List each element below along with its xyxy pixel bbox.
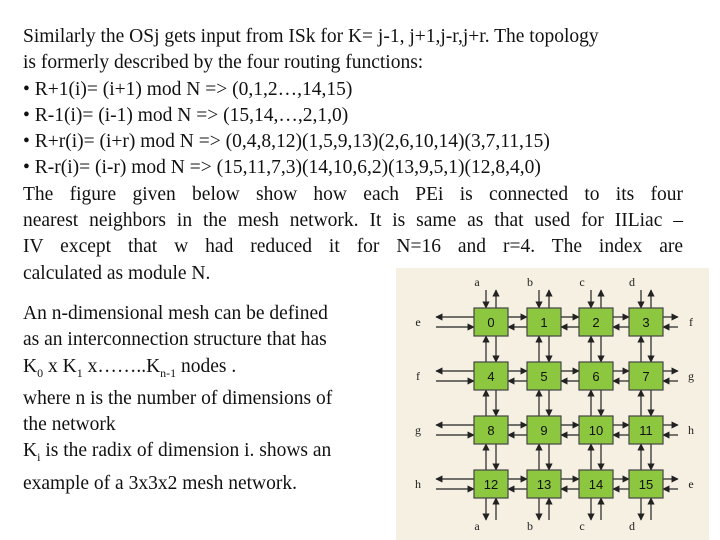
- mesh-line-7: example of a 3x3x2 mesh network.: [23, 472, 298, 494]
- right-edge-label: g: [688, 369, 694, 383]
- radix-text: is the radix of dimension i. shows an: [40, 440, 332, 462]
- subscript-i: i: [37, 450, 41, 465]
- mesh-network-figure: [396, 268, 709, 540]
- intro-line-1: Similarly the OSj gets input from ISk for K= j-1, j+1,j-r,j+r. The topology: [23, 26, 599, 47]
- mesh-line-1: An n-dimensional mesh can be defined: [23, 303, 328, 324]
- k-symbol: K: [23, 355, 38, 377]
- top-edge-label: c: [579, 275, 585, 289]
- right-edge-label: f: [689, 315, 693, 329]
- routing-function-1: • R+1(i)= (i+1) mod N => (0,1,2…,14,15): [23, 78, 353, 100]
- mesh-node-label: 11: [639, 423, 653, 438]
- times-kn: x……..K: [82, 355, 161, 377]
- bottom-edge-label: b: [527, 519, 533, 533]
- mesh-node-label: 8: [487, 423, 495, 438]
- figure-text-line-4: calculated as module N.: [23, 262, 211, 284]
- subscript-n-1: n-1: [160, 365, 177, 380]
- top-edge-label: a: [474, 275, 480, 289]
- subscript-0: 0: [37, 365, 44, 380]
- routing-function-3: • R+r(i)= (i+r) mod N => (0,4,8,12)(1,5,9,13)(2,6,10,14)(3,7,11,15): [23, 131, 550, 153]
- routing-function-4: • R-r(i)= (i-r) mod N => (15,11,7,3)(14,10,6,2)(13,9,5,1)(12,8,4,0): [23, 157, 541, 179]
- mesh-node-label: 5: [540, 369, 548, 384]
- intro-line-2: is formerly described by the four routing functions:: [23, 52, 424, 74]
- right-edge-label: h: [688, 423, 694, 437]
- mesh-node-label: 3: [642, 315, 650, 330]
- right-edge-label: e: [688, 477, 694, 491]
- mesh-node-label: 2: [592, 315, 600, 330]
- mesh-node-label: 15: [638, 477, 654, 492]
- mesh-line-6: [23, 438, 393, 470]
- mesh-line-5: the network: [23, 414, 116, 436]
- nodes-text: nodes .: [176, 355, 237, 377]
- figure-text-line-1: The figure given below show how each PEi is connected to its four: [23, 183, 683, 205]
- figure-text-line-2: nearest neighbors in the mesh network. It is same as that used for IILiac –: [23, 210, 683, 232]
- mesh-line-2: as an interconnection structure that has: [23, 329, 327, 351]
- mesh-node-label: 4: [487, 369, 495, 384]
- mesh-node-label: 7: [642, 369, 650, 384]
- k-symbol-b: K: [23, 440, 38, 462]
- top-edge-label: d: [629, 275, 635, 289]
- mesh-line-4: where n is the number of dimensions of: [23, 387, 333, 409]
- mesh-node-label: 6: [592, 369, 600, 384]
- top-edge-label: b: [527, 275, 533, 289]
- mesh-node-label: 9: [540, 423, 548, 438]
- left-edge-label: f: [416, 369, 420, 383]
- mesh-line-3: [23, 354, 393, 386]
- routing-function-2: • R-1(i)= (i-1) mod N => (15,14,…,2,1,0): [23, 104, 349, 126]
- mesh-node-label: 12: [483, 477, 499, 492]
- bottom-edge-label: a: [474, 519, 480, 533]
- mesh-node-label: 10: [588, 423, 604, 438]
- mesh-node-label: 1: [540, 315, 548, 330]
- left-edge-label: h: [415, 477, 421, 491]
- bottom-edge-label: d: [629, 519, 635, 533]
- left-edge-label: g: [415, 423, 421, 437]
- left-edge-label: e: [415, 315, 421, 329]
- mesh-node-label: 13: [536, 477, 552, 492]
- subscript-1: 1: [76, 365, 83, 380]
- mesh-paragraph: [23, 301, 393, 497]
- mesh-node-label: 14: [588, 477, 604, 492]
- bottom-edge-label: c: [579, 519, 585, 533]
- mesh-node-label: 0: [487, 315, 495, 330]
- times-k: x K: [43, 355, 77, 377]
- intro-paragraph: [23, 24, 683, 287]
- figure-text-line-3: IV except that w had reduced it for N=16 and r=4. The index are: [23, 236, 683, 258]
